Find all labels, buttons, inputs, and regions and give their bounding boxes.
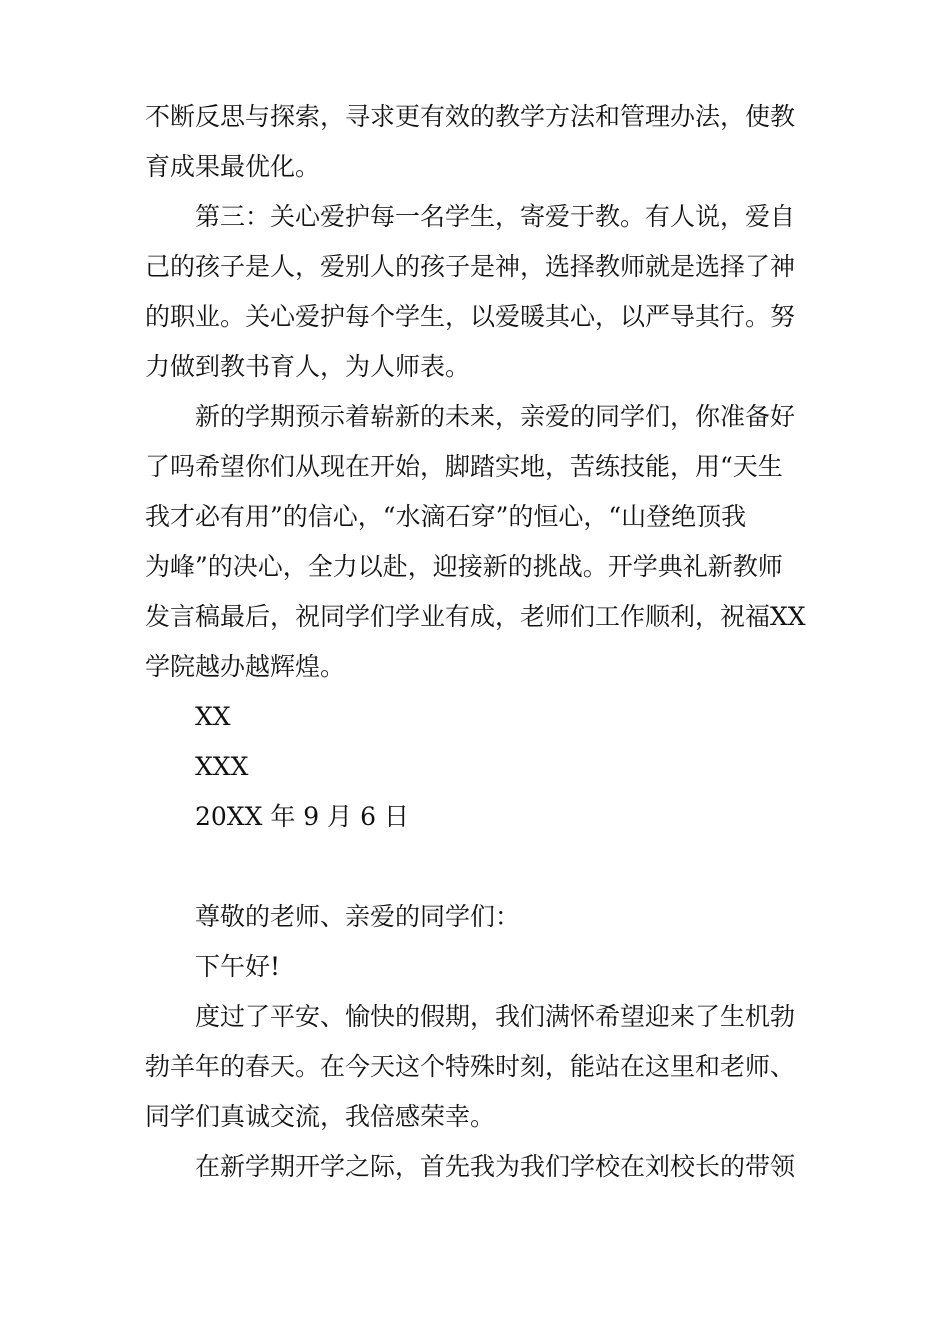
paragraph-start: 度过了平安、愉快的假期，我们满怀希望迎来了生机勃 <box>195 1002 796 1031</box>
salutation: 尊敬的老师、亲爱的同学们： <box>195 902 521 931</box>
document-body <box>145 92 810 1192</box>
text-line: 己的孩子是人，爱别人的孩子是神，选择教师就是选择了神 <box>145 252 796 281</box>
text-line: 同学们真诚交流，我倍感荣幸。 <box>145 1102 496 1131</box>
paragraph-start: 第三：关心爱护每一名学生，寄爱于教。有人说，爱自 <box>195 202 796 231</box>
text-line: 的职业。关心爱护每个学生，以爱暖其心，以严导其行。努 <box>145 302 796 331</box>
greeting: 下午好! <box>195 952 281 981</box>
text-line: 学院越办越辉煌。 <box>145 652 346 681</box>
text-line: 我才必有用”的信心，“水滴石穿”的恒心，“山登绝顶我 <box>145 502 747 531</box>
text-line: 为峰”的决心，全力以赴，迎接新的挑战。开学典礼新教师 <box>145 552 783 581</box>
signature-org: XX <box>195 702 231 731</box>
text-line: 发言稿最后，祝同学们学业有成，老师们工作顺利，祝福XX <box>145 602 806 631</box>
signature-name: XXX <box>195 752 249 781</box>
text-line: 育成果最优化。 <box>145 152 321 181</box>
text-line: 力做到教书育人，为人师表。 <box>145 352 471 381</box>
text-line: 勃羊年的春天。在今天这个特殊时刻，能站在这里和老师、 <box>145 1052 796 1081</box>
text-line: 了吗希望你们从现在开始，脚踏实地，苦练技能，用“天生 <box>145 452 783 481</box>
section-gap <box>145 842 810 892</box>
signature-date: 20XX 年 9 月 6 日 <box>195 802 409 831</box>
paragraph-start: 在新学期开学之际，首先我为我们学校在刘校长的带领 <box>195 1152 796 1181</box>
text-line: 不断反思与探索，寻求更有效的教学方法和管理办法，使教 <box>145 102 796 131</box>
paragraph-start: 新的学期预示着崭新的未来，亲爱的同学们，你准备好 <box>195 402 796 431</box>
